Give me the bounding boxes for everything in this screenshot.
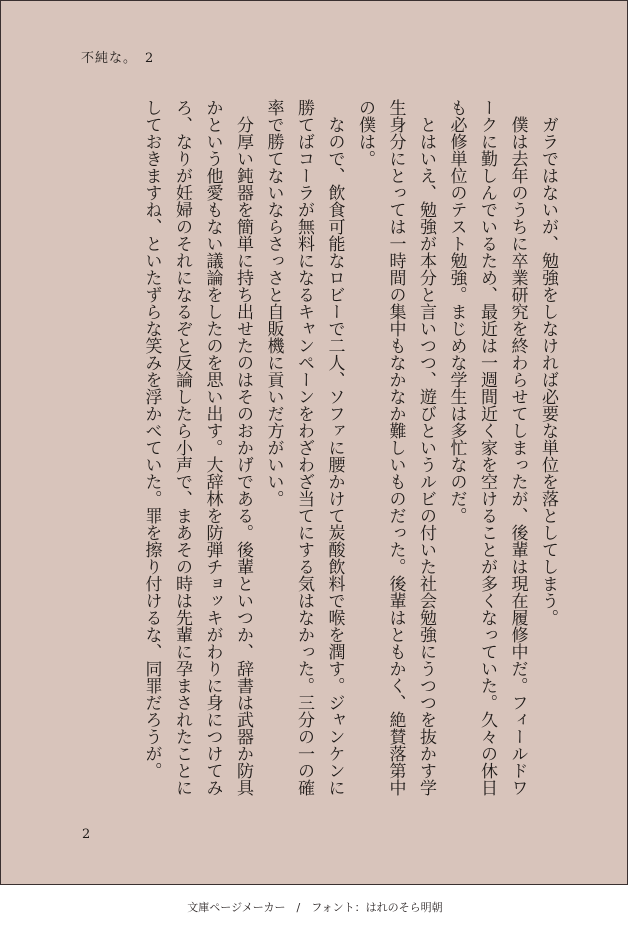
paragraph: 僕は去年のうちに卒業研究を終わらせてしまったが、後輩は現在履修中だ。フィールドワークに勤しんでいるため、最近は一週間近く家を空けることが多くなっていた。久々の休日も必修単位のテスト勉強。まじめな学生は多忙なのだ。 [446, 99, 528, 796]
paragraph: ガラではないが、勉強をしなければ必要な単位を落としてしまう。 [538, 99, 558, 626]
paragraph: なので、飲食可能なロビーで二人、ソファに腰かけて炭酸飲料で喉を潤す。ジャンケンに勝てばコーラが無料になるキャンペーンをわざわざ当てにする気はなかった。三分の一の確率で勝てないならさっさと自販機に貢いだ方がいい。 [263, 99, 345, 796]
footer-credit: 文庫ページメーカー / フォント：はれのそら明朝 [187, 901, 443, 914]
header-number: 2 [145, 51, 155, 66]
page-header [81, 47, 162, 66]
paragraph: とはいえ、勉強が本分と言いつつ、遊びというルビの付いた社会勉強にうつつを抜かす学生身分にとっては一時間の集中もなかなか難しいものだった。後輩はともかく、絶賛落第中の僕は。 [355, 99, 436, 796]
paragraph: 分厚い鈍器を簡単に持ち出せたのはそのおかげである。後輩といつか、辞書は武器か防具かという他愛もない議論をしたのを思い出す。大辞林を防弾チョッキがわりに身につけてみろ、なりが妊婦のそれになるぞと反論したら小声で、まあその時は先輩に孕まされたことにしておきますね、といたずらな笑みを浮かべていた。罪を擦り付けるな、同罪だろうが。 [141, 99, 253, 796]
header-title: 不純な。 [81, 51, 138, 66]
page-number: 2 [82, 827, 91, 842]
vertical-body-text [71, 99, 563, 799]
